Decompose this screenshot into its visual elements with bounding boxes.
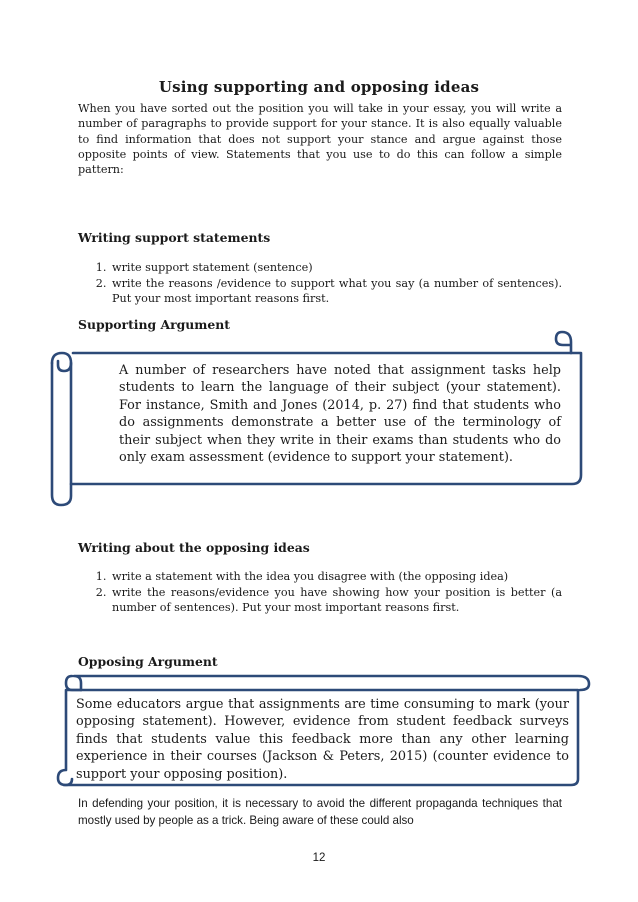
support-statements-heading: Writing support statements [78,230,271,245]
closing-paragraph: In defending your position, it is necessary to avoid the different propaganda techniques that mostly used by people as a trick. Being aware of these could also [78,797,562,827]
opposing-argument-heading: Opposing Argument [78,654,218,669]
list-item: 2. write the reasons /evidence to support what you say (a number of sentences). Put your most important reasons first. [110,276,562,307]
opposing-argument-text: Some educators argue that assignments are time consuming to mark (your opposing statement). However, evidence from student feedback surveys finds that students value this feedback more than any other learning experience in their courses (Jackson & Peters, 2015) (counter evidence to support your opposing position). [76,697,569,782]
supporting-argument-text: A number of researchers have noted that assignment tasks help students to learn the language of their subject (your statement). For instance, Smith and Jones (2014, p. 27) find that students who do assignments demonstrate a better use of the terminology of their subject when they write in their exams than students who do only exam assessment (evidence to support your statement). [119,363,561,466]
list-item: 2. write the reasons/evidence you have showing how your position is better (a number of sentences). Put your most important reasons first. [110,585,562,616]
page-number: 12 [312,852,326,864]
list-item: 1. write a statement with the idea you disagree with (the opposing idea) [110,569,562,585]
page-title: Using supporting and opposing ideas [158,78,480,96]
list-item: 1. write support statement (sentence) [110,260,562,276]
intro-paragraph: When you have sorted out the position you will take in your essay, you will write a number of paragraphs to provide support for your stance. It is also equally valuable to find information that does not support your stance and argue against those opposite points of view. Statements that you use to do this can follow a simple pattern: [78,102,562,177]
supporting-argument-heading: Supporting Argument [78,317,231,332]
opposing-steps-list [78,569,562,616]
opposing-ideas-heading: Writing about the opposing ideas [78,540,310,555]
